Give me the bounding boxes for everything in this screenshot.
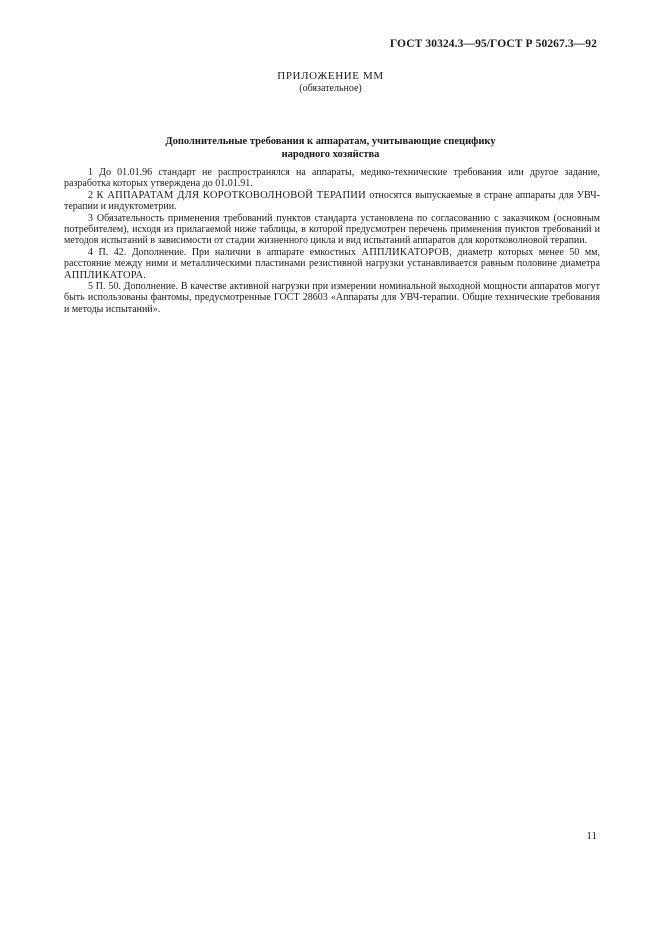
paragraph-4-text-middle: , диаметр которых менее 50 мм, расстояние между ними и металлическими пластинами резистивной нагрузки устанавливается равным половине диаметра <box>64 246 600 270</box>
section-title-line-1: Дополнительные требования к аппаратам, учитывающие специфику <box>165 136 496 147</box>
paragraph-3-text: 3 Обязательность применения требований пунктов стандарта установлена по согласованию с заказчиком (основным потребителем), исходя из прилагаемой ниже таблицы, в которой предусмотрен перечень применения пунктов требований и методов испытаний в зависимости от стадии жизненного цикла и вид испытаний аппаратов для коротковолновой терапии. <box>64 212 600 247</box>
paragraph-4 <box>64 247 600 281</box>
paragraph-2-term: К АППАРАТАМ ДЛЯ КОРОТКОВОЛНОВОЙ ТЕРАПИИ <box>96 189 366 201</box>
paragraph-4-text-start: 4 П. 42. Дополнение. При наличии в аппарате емкостных <box>88 246 362 258</box>
paragraph-2 <box>64 190 600 213</box>
paragraph-2-text-end: относятся выпускаемые в стране аппараты для УВЧ-терапии и индуктометрии. <box>64 189 600 213</box>
paragraph-2-text-start: 2 <box>88 189 97 201</box>
paragraph-5-text: 5 П. 50. Дополнение. В качестве активной нагрузки при измерении номинальной выходной мощности аппаратов могут быть использованы фантомы, предусмотренные ГОСТ 28603 «Аппараты для УВЧ-терапии. Общие технические требования и методы испытаний». <box>64 281 600 315</box>
page-number: 11 <box>586 830 597 842</box>
paragraph-1-text: 1 До 01.01.96 стандарт не распространялся на аппараты, медико-технические требования или другое задание, разработка которых утверждена до 01.01.91. <box>64 167 600 190</box>
standard-code-header: ГОСТ 30324.3—95/ГОСТ Р 50267.3—92 <box>389 38 597 50</box>
paragraph-1 <box>64 167 600 190</box>
paragraph-4-term: АППЛИКАТОРОВ <box>361 246 450 258</box>
annex-heading <box>0 70 661 95</box>
paragraph-4-text-end: . <box>143 269 146 281</box>
body-text <box>64 167 600 315</box>
paragraph-4-term-2: АППЛИКАТОРА <box>64 269 144 281</box>
paragraph-5 <box>64 281 600 315</box>
section-title <box>0 136 661 161</box>
paragraph-3 <box>64 213 600 247</box>
annex-title: ПРИЛОЖЕНИЕ ММ <box>277 70 384 82</box>
section-title-line-2: народного хозяйства <box>281 148 380 160</box>
annex-status: (обязательное) <box>299 83 362 94</box>
